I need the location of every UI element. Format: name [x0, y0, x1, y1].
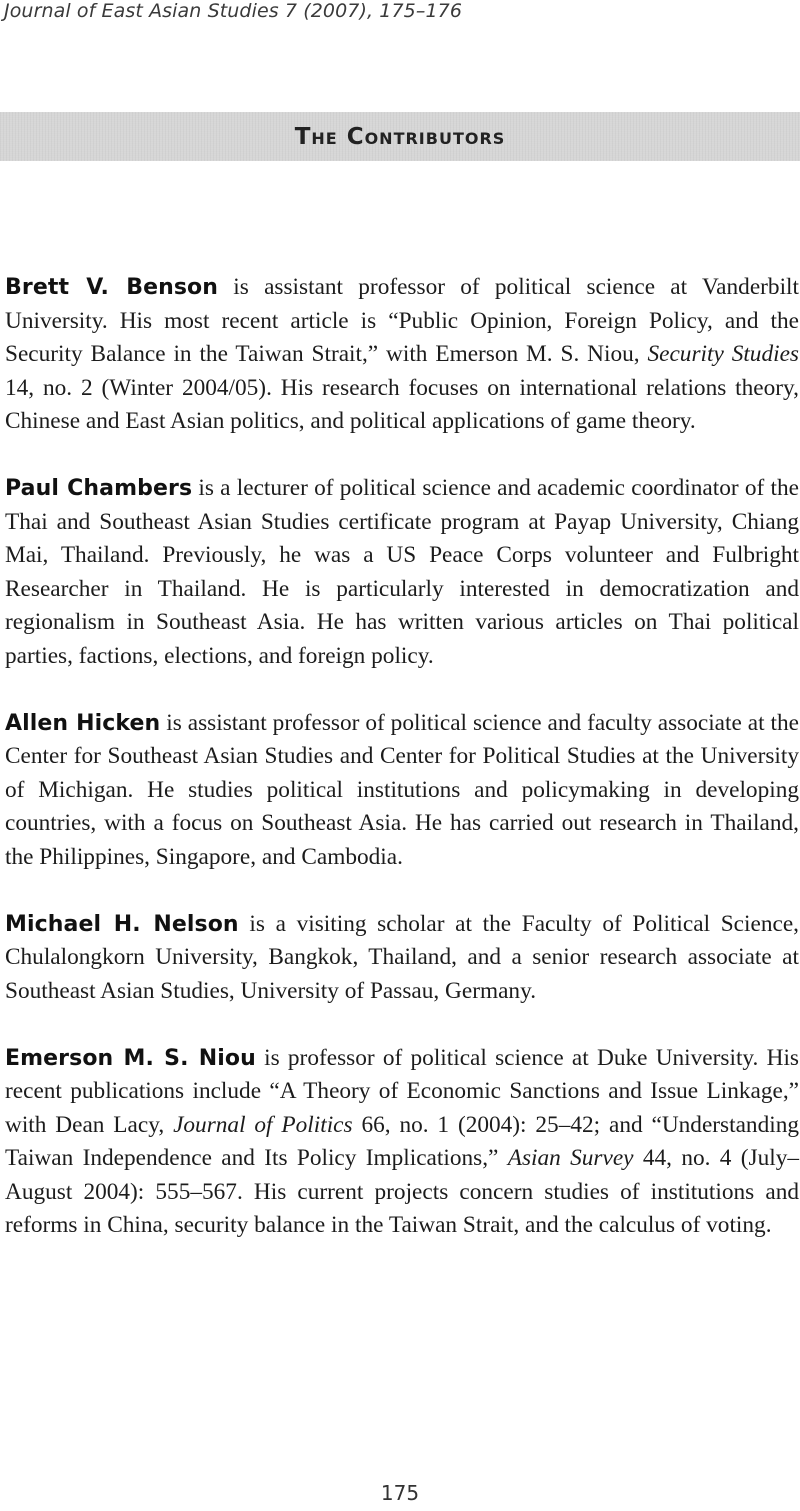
section-title-band: [0, 112, 800, 161]
contributor-name: Brett V. Benson: [5, 275, 219, 300]
page-number: 175: [380, 1481, 420, 1505]
contributor-entry: [5, 472, 799, 673]
contributor-name: Michael H. Nelson: [5, 911, 239, 937]
contributor-name: Paul Chambers: [5, 476, 193, 501]
contributor-bio: is assistant professor of political science and faculty associate at the Center for Southeast Asian Studies and Center for Political Studies at the University of Michigan. He studies political institutions and policymaking in developing countries, with a focus on Southeast Asia. He has carried out research in Thailand, the Philippines, Singapore, and Cambodia.: [5, 709, 800, 870]
contributor-bio: 44, no. 4 (July–August 2004): 555–567. His current projects concern studies of institutions and reforms in China, security balance in the Taiwan Strait, and the calculus of voting.: [5, 1145, 800, 1238]
contributor-bio: is a visiting scholar at the Faculty of Political Science, Chulalongkorn University, Bangkok, Thailand, and a senior research associate at Southeast Asian Studies, University of Passau, Germany.: [5, 910, 799, 1004]
journal-title: Journal of Politics: [173, 1111, 353, 1138]
section-title: The Contributors: [294, 123, 506, 150]
contributor-bio: 14, no. 2 (Winter 2004/05). His research focuses on international relations theory, Chinese and East Asian politics, and political applications of game theory.: [5, 374, 799, 434]
contributor-entry: [5, 271, 799, 439]
contributor-bio: is professor of political science at Duke University. His recent publications include “A Theory of Economic Sanctions and Issue Linkage,” with Dean Lacy,: [5, 1044, 799, 1138]
contributor-entry: [5, 908, 799, 1009]
contributor-entry: [5, 707, 799, 875]
contributor-bio: is a lecturer of political science and academic coordinator of the Thai and Southeast Asian Studies certificate program at Payap University, Chiang Mai, Thailand. Previously, he was a US Peace Corps volunteer and Fulbright Researcher in Thailand. He is particularly interested in democratization and regionalism in Southeast Asia. He has written various articles on Thai political parties, factions, elections, and foreign policy.: [5, 475, 799, 669]
journal-title: Security Studies: [647, 341, 799, 367]
contributor-name: Emerson M. S. Niou: [5, 1045, 256, 1071]
contributor-entry: [5, 1042, 799, 1243]
running-head: Journal of East Asian Studies 7 (2007), 175–176: [4, 0, 463, 22]
contributors-list: [5, 271, 799, 1276]
contributor-bio: 66, no. 1 (2004): 25–42; and “Understanding Taiwan Independence and Its Policy Implications,”: [5, 1111, 799, 1171]
journal-title: Asian Survey: [507, 1145, 634, 1171]
contributor-name: Allen Hicken: [5, 710, 161, 736]
contributor-bio: is assistant professor of political science at Vanderbilt University. His most recent article is “Public Opinion, Foreign Policy, and the Security Balance in the Taiwan Strait,” with Emerson M. S. Niou,: [5, 274, 799, 367]
